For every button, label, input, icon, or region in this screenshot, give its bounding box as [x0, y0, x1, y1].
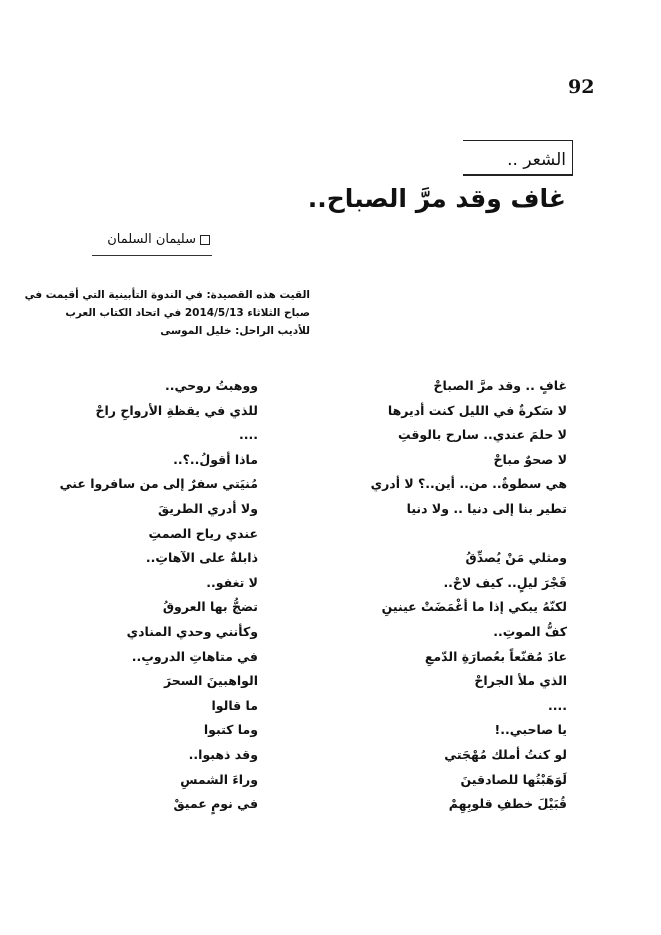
poem-line: فَجْرَ ليلٍ.. كيف لاحْ..: [443, 574, 567, 590]
page-number: 92: [568, 76, 595, 98]
poem-line: مُنيَتي سفرٌ إلى من سافروا عني: [59, 476, 258, 492]
poem-line: ماذا أقولُ..؟..: [173, 451, 258, 467]
note-line: صباح الثلاثاء 2014/5/13 في اتحاد الكتاب العرب: [65, 307, 310, 319]
poem-line: غافٍ .. وقد مرَّ الصباحْ: [433, 378, 567, 393]
poem-line: لَوَهَبْتُها للصادقينَ: [460, 771, 567, 787]
poem-line: وقد ذهبوا..: [188, 746, 258, 762]
poem-line: لو كنتُ أملك مُهْجَتي: [444, 746, 567, 762]
poem-line: تطير بنا إلى دنيا .. ولا دنيا: [406, 500, 567, 516]
poem-line: لا حلمَ عندي.. سارح بالوقتِ: [398, 427, 567, 443]
poem-title: غاف وقد مرَّ الصباح..: [307, 184, 566, 213]
poem-line: قُبَيْلَ خطفِ قلوبِهِمْ: [448, 796, 567, 812]
poem-line: يا صاحبي..!: [494, 722, 567, 738]
poem-line: [377, 522, 567, 547]
poem-line: كفُّ الموتِ..: [493, 623, 567, 639]
poem-line: ولا أدري الطريقَ: [157, 500, 258, 516]
poem-line: الواهبينَ السحرَ: [163, 673, 258, 689]
poem-line: ووهبتُ روحي..: [164, 378, 258, 393]
poem-line: في نومٍ عميقْ: [173, 796, 258, 812]
poem-line: ما قالوا: [211, 697, 258, 713]
poem-line: عادَ مُقنّعاً بعُصارَةِ الدّمعِ: [424, 648, 567, 664]
poem-line: هي سطوةٌ.. من.. أين..؟ لا أدري: [370, 476, 567, 492]
poem-line: ذابلةٌ على الآهاتِ..: [145, 550, 258, 566]
poem-line: ....: [239, 427, 258, 443]
poem-line: لا سَكرةٌ في الليل كنت أديرها: [387, 402, 567, 418]
poem-line: ومثلي مَنْ يُصدِّقُ: [465, 550, 567, 566]
poem-line: تضجُّ بها العروقُ: [162, 599, 258, 615]
section-label: الشعر ..: [507, 150, 566, 170]
author-byline: [107, 232, 210, 247]
poem-line: لكنّهُ يبكي إذا ما أغْمَضَتْ عينينِ: [381, 599, 567, 615]
poem-line: للذي في يقظةِ الأرواحِ راحْ: [95, 402, 258, 418]
poem-line: عندي رياح الصمتِ: [148, 525, 258, 541]
poem-column-right: [370, 374, 567, 817]
author-name: سليمان السلمان: [107, 232, 196, 247]
poem-line: وما كتبوا: [203, 722, 258, 738]
square-bullet-icon: [200, 235, 210, 245]
dedication-note: [24, 286, 310, 340]
poem-line: لا تغفو..: [206, 574, 258, 590]
poem-line: وكأنني وحدي المنادي: [126, 623, 258, 639]
poem-line: الذي ملأ الجراحْ: [474, 673, 567, 689]
poem-line: ....: [548, 697, 567, 713]
poem-line: في متاهاتِ الدروبِ..: [131, 648, 258, 664]
poem-line: وراءَ الشمسِ: [180, 771, 258, 787]
poem-line: لا صحوٌ مباحْ: [493, 451, 567, 467]
note-line: القيت هذه القصيدة: في الندوة التأبينية التي أقيمت في: [24, 289, 310, 301]
poem-column-left: [59, 374, 258, 817]
note-line: للأديب الراحل: خليل الموسى: [160, 325, 310, 337]
